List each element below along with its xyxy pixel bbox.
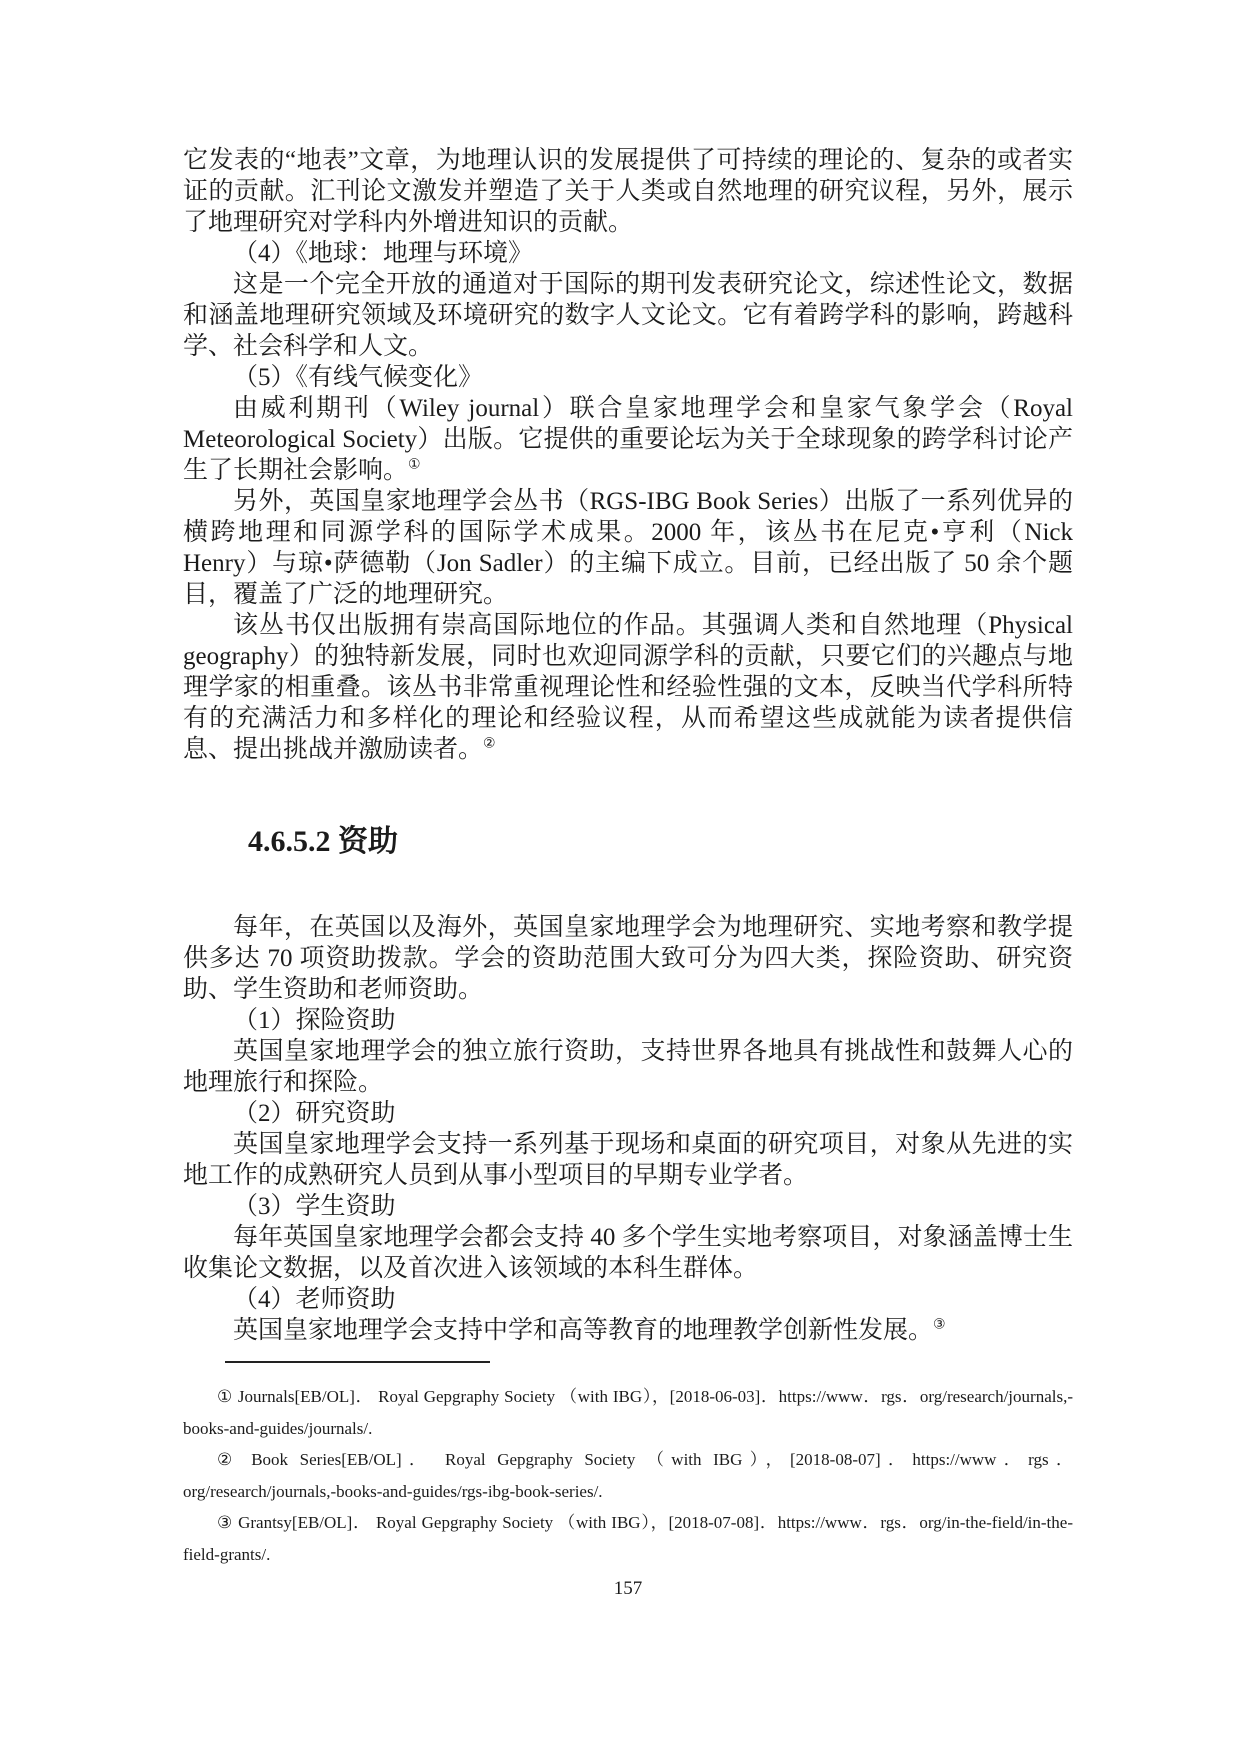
footnote-ref-3: ③	[933, 1317, 946, 1333]
paragraph-text: （2）研究资助	[233, 1100, 396, 1127]
paragraph-text: 英国皇家地理学会支持中学和高等教育的地理教学创新性发展。	[233, 1317, 934, 1344]
footnote-separator	[225, 1361, 490, 1363]
paragraph-text: 该丛书仅出版拥有崇高国际地位的作品。其强调人类和自然地理（Physical geography）的独特新发展，同时也欢迎同源学科的贡献，只要它们的兴趣点与地理学家的相重叠。该丛书非常重视理论性和经验性强的文本，反映当代学科所特有的充满活力和多样化的理论和经验议程，从而希望这些成就能为读者提供信息、提出挑战并激励读者。	[183, 612, 1073, 763]
paragraph-text: 每年英国皇家地理学会都会支持 40 多个学生实地考察项目，对象涵盖博士生收集论文数据，以及首次进入该领域的本科生群体。	[183, 1224, 1073, 1282]
paragraph	[183, 1005, 1073, 1036]
paragraph-text: 英国皇家地理学会支持一系列基于现场和桌面的研究项目，对象从先进的实地工作的成熟研究人员到从事小型项目的早期专业学者。	[183, 1131, 1073, 1189]
paragraph	[183, 1191, 1073, 1222]
paragraph	[183, 1098, 1073, 1129]
paragraph-text: 英国皇家地理学会的独立旅行资助，支持世界各地具有挑战性和鼓舞人心的地理旅行和探险。	[183, 1038, 1073, 1096]
paragraph-text: 这是一个完全开放的通道对于国际的期刊发表研究论文，综述性论文，数据和涵盖地理研究领域及环境研究的数字人文论文。它有着跨学科的影响，跨越科学、社会科学和人文。	[183, 271, 1073, 360]
paragraph	[183, 145, 1073, 238]
paragraph-text: 它发表的“地表”文章，为地理认识的发展提供了可持续的理论的、复杂的或者实证的贡献。汇刊论文激发并塑造了关于人类或自然地理的研究议程，另外，展示了地理研究对学科内外增进知识的贡献。	[183, 147, 1073, 236]
paragraph	[183, 238, 1073, 269]
footnote-ref-2: ②	[483, 736, 496, 752]
paragraph-text: （4）老师资助	[233, 1286, 396, 1313]
paragraph-text: （1）探险资助	[233, 1007, 396, 1034]
paragraph	[183, 1315, 1073, 1346]
paragraph	[183, 362, 1073, 393]
paragraph	[183, 1222, 1073, 1284]
paragraph	[183, 610, 1073, 765]
footnote-ref-1: ①	[408, 457, 421, 473]
paragraph-text: 另外，英国皇家地理学会丛书（RGS-IBG Book Series）出版了一系列优异的横跨地理和同源学科的国际学术成果。2000 年，该丛书在尼克•亨利（Nick Henry）与琼•萨德勒（Jon Sadler）的主编下成立。目前，已经出版了 50 余个题目，覆盖了广泛的地理研究。	[183, 488, 1073, 608]
page-number: 157	[613, 1578, 643, 1599]
paragraph	[183, 393, 1073, 486]
paragraph-text: （5）《有线气候变化》	[233, 364, 484, 391]
paragraph-text: （4）《地球：地理与环境》	[233, 240, 534, 267]
paragraph	[183, 486, 1073, 610]
footnote: ③ Grantsy[EB/OL]． Royal Gepgraphy Society （with IBG），[2018-07-08]．https://www．rgs．org/in-the-field/in-the-field-grants/.	[183, 1513, 1073, 1564]
paragraph	[183, 912, 1073, 1005]
paragraph	[183, 1129, 1073, 1191]
section-heading: 4.6.5.2 资助	[248, 825, 398, 858]
footnotes-section	[183, 1381, 1073, 1570]
paragraph	[183, 1036, 1073, 1098]
paragraph	[183, 1284, 1073, 1315]
paragraph-text: 每年，在英国以及海外，英国皇家地理学会为地理研究、实地考察和教学提供多达 70 项资助拨款。学会的资助范围大致可分为四大类，探险资助、研究资助、学生资助和老师资助。	[183, 914, 1073, 1003]
footnote: ① Journals[EB/OL]． Royal Gepgraphy Society （with IBG），[2018-06-03]．https://www．rgs．org/research/journals,-books-and-guides/journals/.	[183, 1387, 1073, 1438]
paragraph	[183, 269, 1073, 362]
footnote: ② Book Series[EB/OL]． Royal Gepgraphy Society （with IBG），[2018-08-07]．https://www．rgs．org/research/journals,-books-and-guides/rgs-ibg-book-series/.	[183, 1450, 1073, 1501]
paragraph-text: 由威利期刊（Wiley journal）联合皇家地理学会和皇家气象学会（Royal Meteorological Society）出版。它提供的重要论坛为关于全球现象的跨学科讨论产生了长期社会影响。	[183, 395, 1073, 484]
paragraph-text: （3）学生资助	[233, 1193, 396, 1220]
